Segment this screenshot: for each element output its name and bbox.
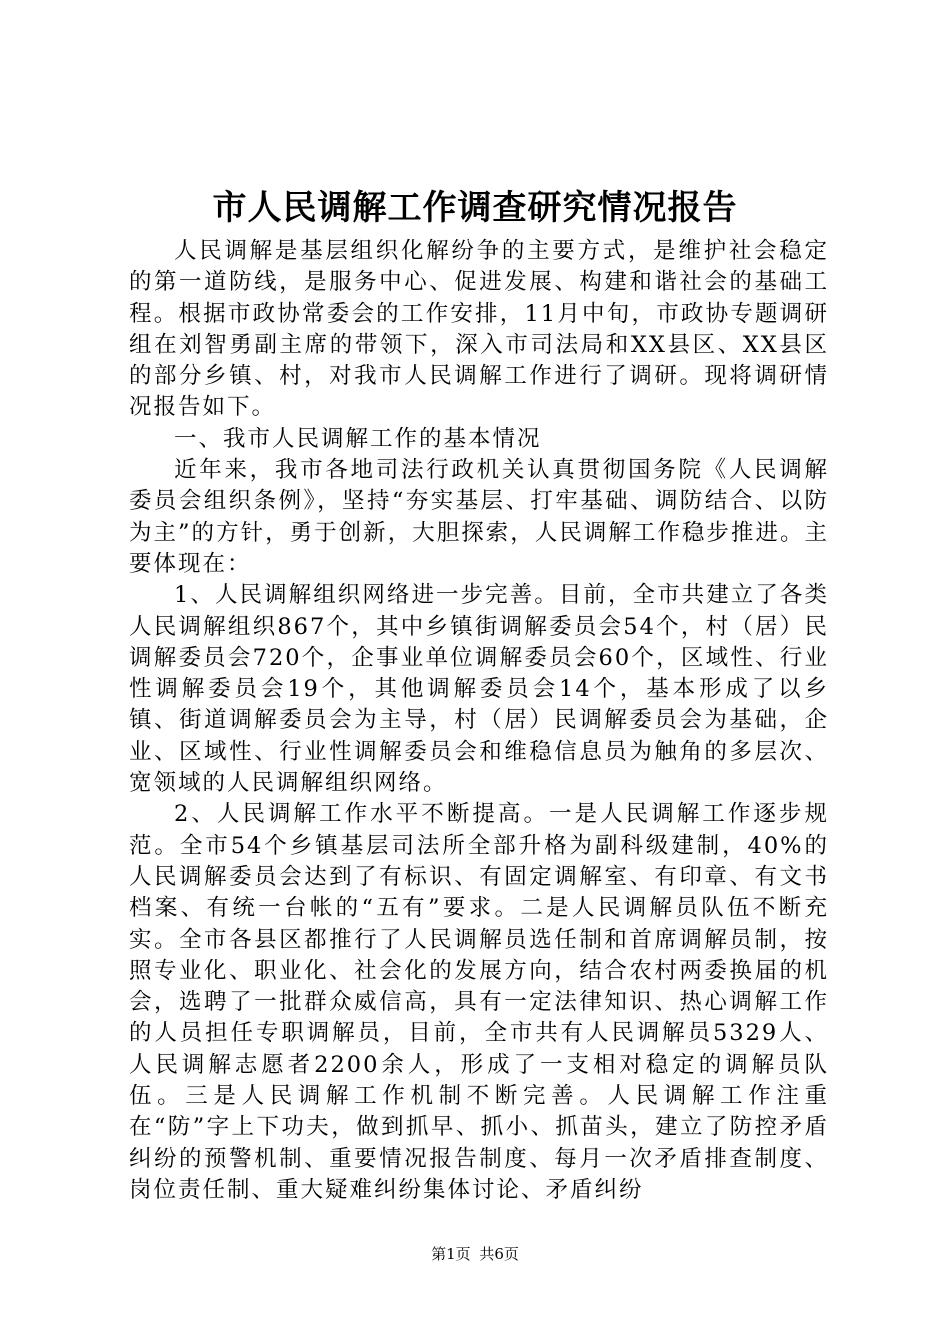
item-1-paragraph: 1、人民调解组织网络进一步完善。目前，全市共建立了各类人民调解组织867个，其中乡镇街调解委员会54个，村（居）民调解委员会720个，企事业单位调解委员会60个，区域性、行业性调解委员会19个，其他调解委员会14个，基本形成了以乡镇、街道调解委员会为主导，村（居）民调解委员会为基础，企业、区域性、行业性调解委员会和维稳信息员为触角的多层次、宽领域的人民调解组织网络。 xyxy=(129,582,829,797)
page-number: 第1页 xyxy=(431,1245,471,1263)
document-body xyxy=(129,236,829,1206)
page-title: 市人民调解工作调查研究情况报告 xyxy=(212,188,738,228)
page-count: 共6页 xyxy=(479,1245,519,1263)
section-1-paragraph: 近年来，我市各地司法行政机关认真贯彻国务院《人民调解委员会组织条例》，坚持“夯实基层、打牢基础、调防结合、以防为主”的方针，勇于创新，大胆探索，人民调解工作稳步推进。主要体现在： xyxy=(129,457,829,577)
section-heading-1: 一、我市人民调解工作的基本情况 xyxy=(174,425,542,452)
item-2-paragraph: 2、人民调解工作水平不断提高。一是人民调解工作逐步规范。全市54个乡镇基层司法所全部升格为副科级建制，40%的人民调解委员会达到了有标识、有固定调解室、有印章、有文书档案、有统一台帐的“五有”要求。二是人民调解员队伍不断充实。全市各县区都推行了人民调解员选任制和首席调解员制，按照专业化、职业化、社会化的发展方向，结合农村两委换届的机会，选聘了一批群众威信高，具有一定法律知识、热心调解工作的人员担任专职调解员，目前，全市共有人民调解员5329人、人民调解志愿者2200余人，形成了一支相对稳定的调解员队伍。三是人民调解工作机制不断完善。人民调解工作注重在“防”字上下功夫，做到抓早、抓小、抓苗头，建立了防控矛盾纠纷的预警机制、重要情况报告制度、每月一次矛盾排查制度、岗位责任制、重大疑难纠纷集体讨论、矛盾纠纷 xyxy=(129,801,829,1203)
intro-paragraph: 人民调解是基层组织化解纷争的主要方式，是维护社会稳定的第一道防线，是服务中心、促进发展、构建和谐社会的基础工程。根据市政协常委会的工作安排，11月中旬，市政协专题调研组在刘智勇副主席的带领下，深入市司法局和XX县区、XX县区的部分乡镇、村，对我市人民调解工作进行了调研。现将调研情况报告如下。 xyxy=(129,238,829,421)
page-footer xyxy=(0,1244,950,1264)
